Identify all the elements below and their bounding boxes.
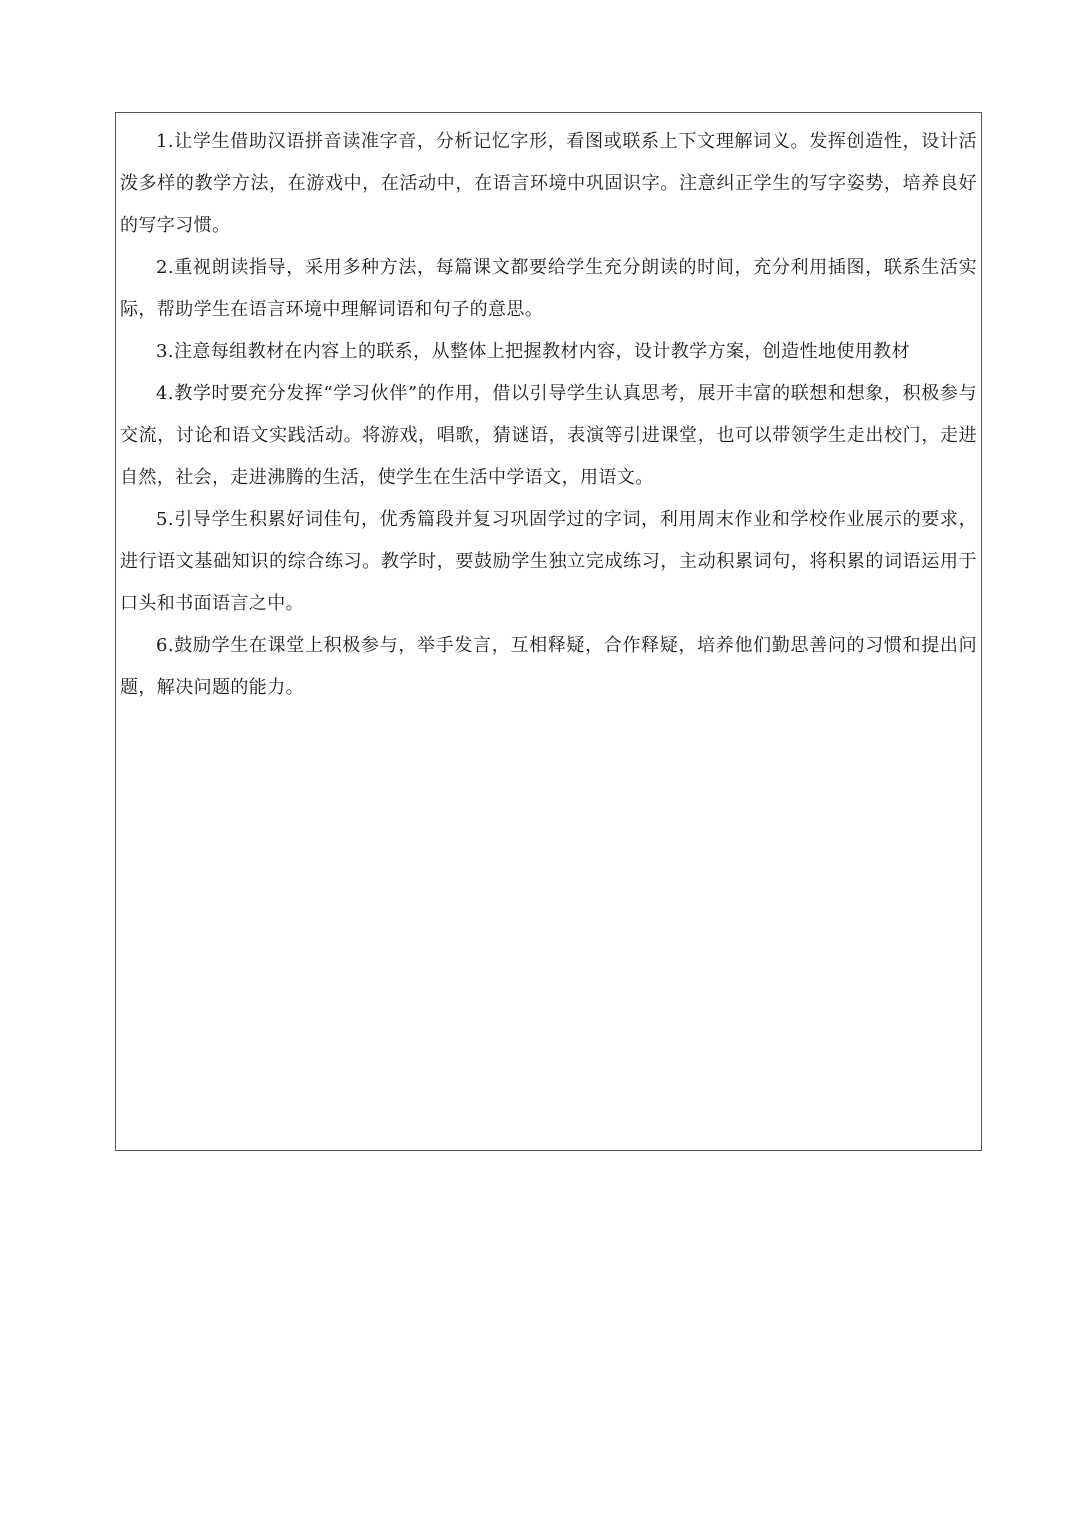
paragraph-1: 1.让学生借助汉语拼音读准字音，分析记忆字形，看图或联系上下文理解词义。发挥创造性，设计活泼多样的教学方法，在游戏中，在活动中，在语言环境中巩固识字。注意纠正学生的写字姿势，培养良好的写字习惯。 (120, 131, 977, 236)
paragraph-2: 2.重视朗读指导，采用多种方法，每篇课文都要给学生充分朗读的时间，充分利用插图，联系生活实际，帮助学生在语言环境中理解词语和句子的意思。 (120, 257, 977, 320)
paragraph-4: 4.教学时要充分发挥“学习伙伴”的作用，借以引导学生认真思考，展开丰富的联想和想象，积极参与交流，讨论和语文实践活动。将游戏，唱歌，猜谜语，表演等引进课堂，也可以带领学生走出校门，走进自然，社会，走进沸腾的生活，使学生在生活中学语文，用语文。 (120, 383, 977, 488)
table-cell-box (115, 112, 982, 1151)
paragraph-5: 5.引导学生积累好词佳句，优秀篇段并复习巩固学过的字词，利用周末作业和学校作业展示的要求，进行语文基础知识的综合练习。教学时，要鼓励学生独立完成练习，主动积累词句，将积累的词语运用于口头和书面语言之中。 (120, 509, 977, 614)
paragraph-6: 6.鼓励学生在课堂上积极参与，举手发言，互相释疑，合作释疑，培养他们勤思善问的习惯和提出问题，解决问题的能力。 (120, 635, 977, 698)
paragraph-3: 3.注意每组教材在内容上的联系，从整体上把握教材内容，设计教学方案，创造性地使用教材 (156, 341, 910, 362)
